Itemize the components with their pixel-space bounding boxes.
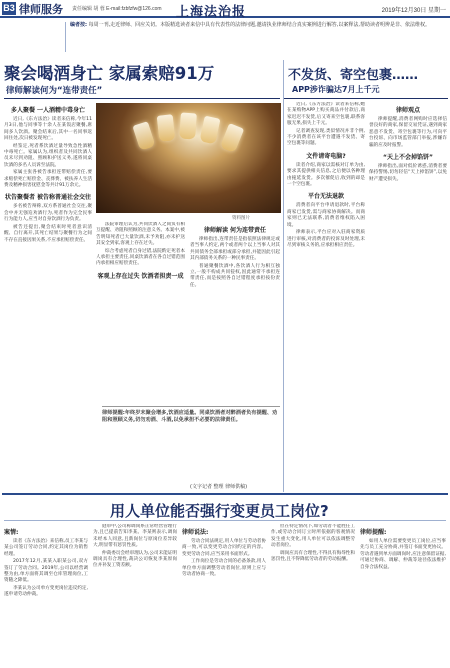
paragraph: 劳动合同法规定,用人单位与劳动者协商一致,可以变更劳动合同约定的内容。变更劳动合同,应当采用书面形式。 xyxy=(182,539,266,557)
paragraph: 2017年12月,某某入职某公司,双方签订了劳动合同。2019年,公司以经营调整为由,单方面将其调至仓库管理岗位,工资随之降低。 xyxy=(4,559,88,584)
paragraph: 多名被告辩称,双方系普通社会交往,聚会中并无强迫劝酒行为,死者作为完全民事行为能力人,应当对自身饮酒行为负责。 xyxy=(4,204,92,223)
section-heading: 客观上存在过失 饮酒者担责一成 xyxy=(97,272,184,280)
glass-icon xyxy=(132,121,155,151)
section-heading: 律师提醒: xyxy=(360,529,387,536)
bottom-column-2 xyxy=(93,524,177,666)
bottom-headline: 用人单位能否强行变更员工岗位? xyxy=(110,502,329,520)
paragraph: 李某认为公司单方变更岗位违反约定,遂申请劳动仲裁。 xyxy=(4,585,88,598)
bottom-column-4 xyxy=(271,524,355,666)
glass-icon xyxy=(179,112,197,139)
section-heading: 律师说法: xyxy=(182,529,209,536)
side-headline: 不发货、寄空包裹…… xyxy=(288,68,419,83)
bottom-column-5 xyxy=(360,524,446,666)
section-name: 律师服务 xyxy=(19,3,63,16)
paragraph: 工作岗位是劳动合同的必备条款,用人单位单方面调整劳动者岗位,原则上应与劳动者协商一致。 xyxy=(182,559,266,578)
paragraph: 法院审理后认为,共同饮酒人之间负有相互提醒、劝阻和照顾的注意义务。本案中,被告明知死者已大量饮酒,未予劝阻,亦未护送其安全到家,客观上存在过失。 xyxy=(96,222,185,247)
pull-quote: 律师提醒:年终岁末聚会增多,饮酒应适量。同桌饮酒者对醉酒者负有提醒、劝阻和照顾义务,切勿劝酒、斗酒,以免承担不必要的法律责任。 xyxy=(102,406,280,424)
section-heading: 律师观点 xyxy=(395,107,420,114)
paragraph: 律师指出,面对低价诱惑,消费者要保持警惕,切勿轻信“天上掉馅饼”,以免财产遭受损失。 xyxy=(369,164,447,182)
column-divider xyxy=(283,60,284,492)
main-column-2 xyxy=(96,222,185,404)
paragraph: 庭审中,公司称调岗系正常经营管理行为,且已提前告知李某。李某则表示,调岗未经本人同意,且新岗位与原岗位差异较大,明显带有惩罚性质。 xyxy=(93,524,177,549)
section-heading: 案情: xyxy=(4,529,19,536)
bottom-headline-rule xyxy=(4,520,446,521)
bottom-story-top-rule xyxy=(2,493,448,495)
section-heading: 状告聚餐者 被告称普通社会交往 xyxy=(4,194,92,202)
paragraph: 近日,《东方法治》读者来信称,她在某购物APP上购买商品并付款后,商家迟迟不发货,后又寄来空包裹,联系客服无果,损失上千元。 xyxy=(287,102,365,127)
masthead xyxy=(0,0,450,18)
side-column-1 xyxy=(287,102,365,490)
section-heading: 律师解读 何为连带责任 xyxy=(203,227,267,234)
paragraph: 记者调查发现,类似情况并非个例,不少消费者在该平台遭遇不发货、寄空包裹等问题。 xyxy=(287,128,365,147)
paragraph: 近日,《东方法治》读者来信称,今年11月3日,他与同事等十余人在某饭店聚餐,席间多人饮酒。聚会结束后,其中一名同事返回住处,次日被发现死亡。 xyxy=(4,117,92,142)
newspaper-logo: 上海法治报 xyxy=(176,5,247,20)
paragraph: 仲裁委员会经审理认为,公司未能证明调岗具有合理性,裁决公司恢复李某原岗位并补发工资差额。 xyxy=(93,550,177,569)
editor-note-label: 编者按: xyxy=(70,22,87,28)
side-headline-rule xyxy=(284,98,448,99)
photo-credit: 资料图片 xyxy=(232,216,250,221)
paragraph: 家属主张各被告承担连带赔偿责任,要求赔偿死亡赔偿金、丧葬费、被扶养人生活费及精神损害抚慰金等共计91万余元。 xyxy=(4,170,92,189)
bottom-column-1 xyxy=(4,524,88,666)
editor-credit: 责任编辑 胡 蓉 E-mail:fzbfzfw@126.com xyxy=(72,6,162,12)
page-number-badge: B3 xyxy=(3,3,15,13)
paragraph: 律师提醒,消费者网购时应选择信誉良好的商家,保留交易凭证,遇到商家恶意不发货、寄空包裹等行为,可向平台投诉、向市场监管部门举报,涉嫌诈骗的应及时报警。 xyxy=(369,117,447,148)
main-column-3 xyxy=(190,222,280,404)
byline: (文字记者 整理 律师供稿) xyxy=(190,484,248,490)
paragraph: 读者《东方法治》来信称,员工李某与某公司签订劳动合同,约定其岗位为销售经理。 xyxy=(4,539,88,557)
paragraph: 调岗应具有合理性,不得具有侮辱性和惩罚性,且不得降低劳动者的劳动报酬。 xyxy=(271,550,355,563)
editor-note-text: 每周一刊,走近律师、回应关切。本版精选读者来信中具有代表性的法律问题,邀请执业律师结合真实案例进行解答,以案释法,帮助读者明辨是非、依法维权。 xyxy=(88,22,430,28)
section-heading: “天上不会掉馅饼” xyxy=(383,154,433,162)
issue-date: 2019年12月30日 星期一 xyxy=(381,8,446,14)
paragraph: 被告还提出,聚会结束时死者意识清醒、自行离开,其死亡结果与聚餐行为之间不存在直接因果关系,不应承担赔偿责任。 xyxy=(4,224,92,243)
glass-icon xyxy=(157,114,176,142)
main-headline-rule xyxy=(4,98,280,99)
side-column-2 xyxy=(369,102,447,490)
editor-note-strip xyxy=(0,22,66,52)
section-heading: 多人聚餐 一人酒精中毒身亡 xyxy=(10,107,86,114)
paragraph: 消费者向平台申请退款时,平台称商家已发货,需与商家协商解决。而商家则已无法联系,消费者维权陷入困境。 xyxy=(287,203,365,228)
news-photo xyxy=(96,103,281,213)
glass-icon xyxy=(220,123,245,153)
section-heading: 平台无法退款 xyxy=(307,193,344,201)
section-heading: 文件请寄电脑? xyxy=(306,152,346,160)
bottom-column-3 xyxy=(182,524,266,666)
side-subheadline: APP涉诈骗达7月上千元 xyxy=(292,85,380,94)
paragraph: 如用人单位需要变更员工岗位,应当事先与员工充分协商,并签订书面变更协议。劳动者遇到单方面调岗时,应注意保留证据,可通过协商、调解、仲裁等途径依法维护自身合法权益。 xyxy=(360,539,446,570)
glass-icon xyxy=(199,116,220,145)
paragraph: 综合考虑死者自身过错,法院酌定死者本人承担主要责任,同桌饮酒者在各自过错范围内承担相应赔偿责任。 xyxy=(96,248,185,267)
editor-note xyxy=(70,22,446,29)
paragraph: 经鉴定,死者系饮酒过量导致急性酒精中毒死亡。家属认为,组织者及共同饮酒人员未尽到劝阻、照顾和护送义务,遂将同桌饮酒的多名人员诉至法院。 xyxy=(4,143,92,168)
paragraph: 普通聚餐饮酒中,各饮酒人行为相互独立,一般不构成共同侵权,因此通常不承担连带责任,而是按照各自过错程度承担按份责任。 xyxy=(190,263,280,288)
paragraph: 读者介绍,商家以需核对订单为由,要求其提供相关信息,之后便以各种理由拖延发货。多次催促后,收到的却是一个空包裹。 xyxy=(287,162,365,188)
main-subheadline: 律师解读何为“连带责任” xyxy=(6,86,103,96)
main-headline: 聚会喝酒身亡 家属索赔91万 xyxy=(4,64,215,83)
paragraph: 律师表示,平台应对入驻商家资质进行审核,对消费者的投诉及时处理,未尽到审核义务的,应承担相应责任。 xyxy=(287,230,365,248)
main-column-1 xyxy=(4,102,92,490)
paragraph: 但在特定情况下,如劳动者不能胜任工作,或劳动合同订立时所依据的客观情况发生重大变化,用人单位可以依法调整劳动者岗位。 xyxy=(271,524,355,549)
paragraph: 律师指出,连带责任是指依照法律规定或者当事人约定,两个或者两个以上当事人对其共同债务全部承担或部分承担,并能因此引起其内部债务关系的一种民事责任。 xyxy=(190,237,280,262)
